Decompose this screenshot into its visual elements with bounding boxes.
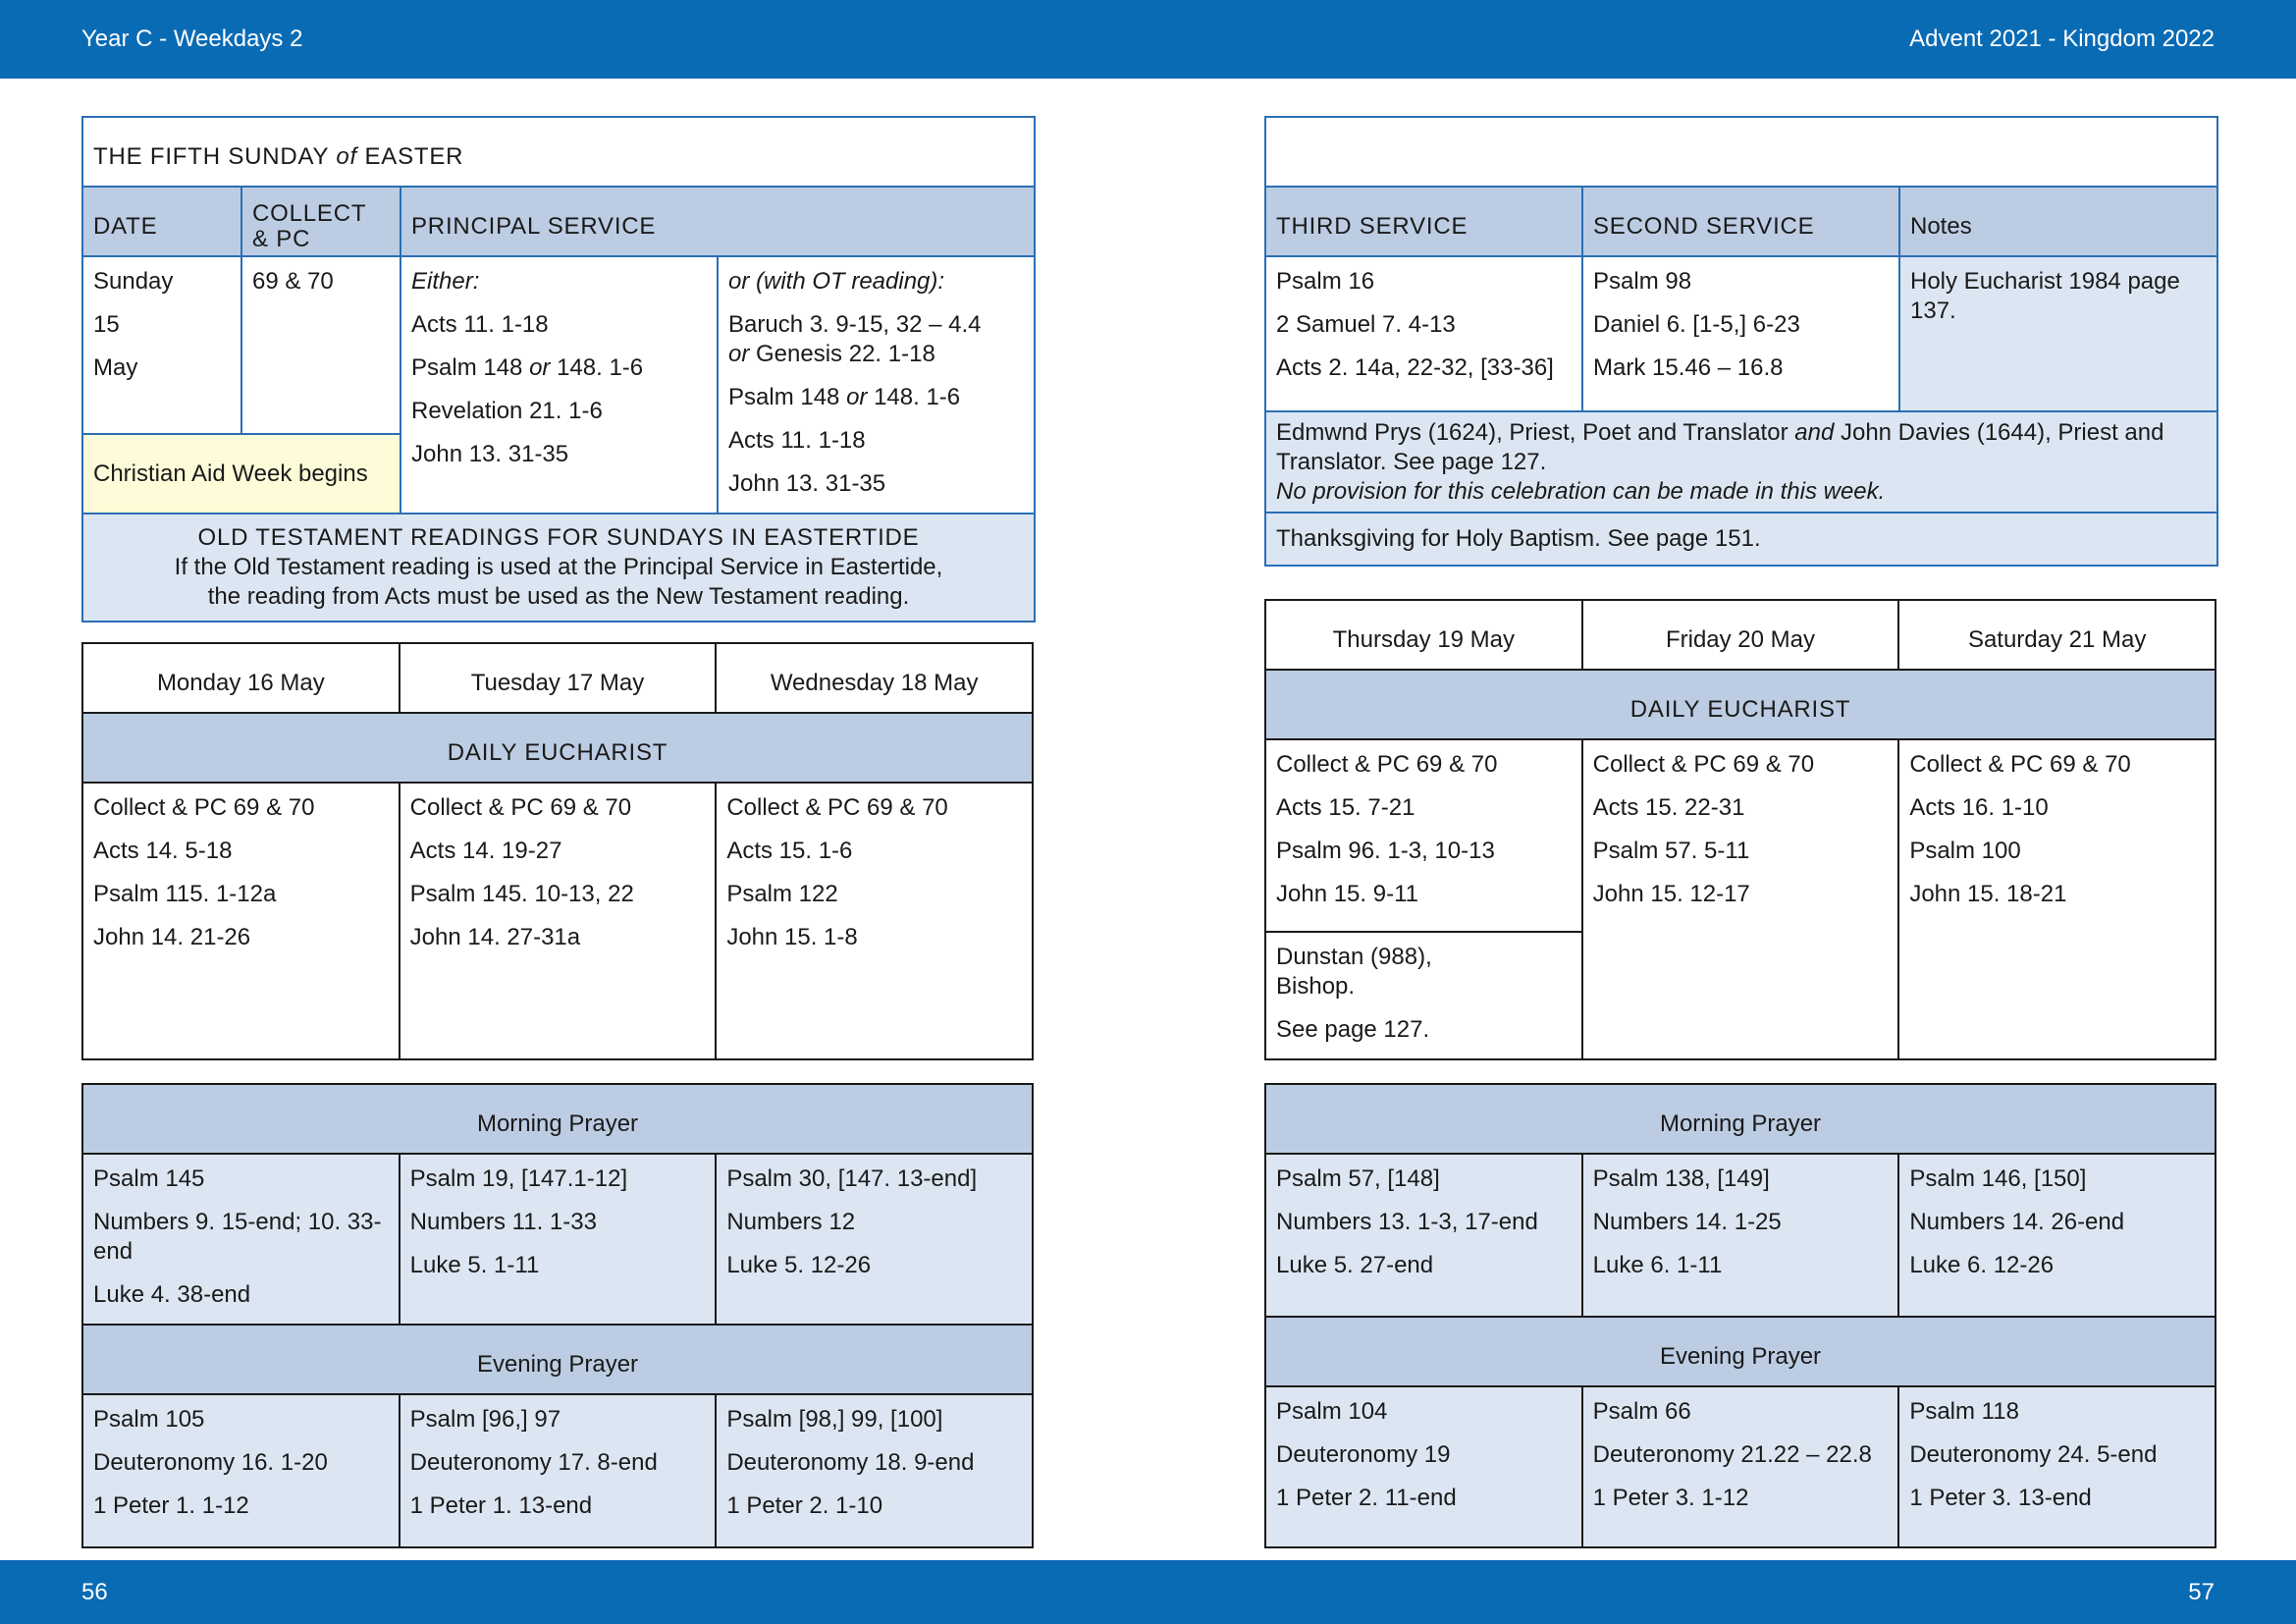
morning-thursday: Psalm 57, [148] Numbers 13. 1-3, 17-end Luke 5. 27-end [1265, 1154, 1582, 1317]
evening-prayer-label-right: Evening Prayer [1265, 1317, 2216, 1386]
commemoration-cell: Edmwnd Prys (1624), Priest, Poet and Translator and John Davies (1644), Priest and Translator. See page 127. No provision for this celebration can be made in this week. [1265, 411, 2217, 513]
weekday-eucharist-right [1264, 599, 2216, 1056]
morning-saturday: Psalm 146, [150] Numbers 14. 26-end Luke 6. 12-26 [1898, 1154, 2216, 1317]
sunday-other-services-table [1264, 116, 2216, 565]
dunstan-commemoration: Dunstan (988), Bishop. See page 127. [1265, 932, 1582, 1059]
sunday-date: Sunday 15 May [82, 256, 241, 434]
col-collect: COLLECT & PC [241, 187, 400, 256]
second-service-readings: Psalm 98 Daniel 6. [1-5,] 6-23 Mark 15.46 – 16.8 [1582, 256, 1899, 411]
header-left-title: Year C - Weekdays 2 [81, 26, 303, 52]
eucharist-friday: Collect & PC 69 & 70 Acts 15. 22-31 Psalm 57. 5-11 John 15. 12-17 [1582, 739, 1899, 1059]
baptism-note: Thanksgiving for Holy Baptism. See page 151. [1265, 513, 2217, 566]
day-tuesday: Tuesday 17 May [400, 643, 717, 713]
col-third-service: THIRD SERVICE [1265, 187, 1582, 256]
ot-readings-note: OLD TESTAMENT READINGS FOR SUNDAYS IN EASTERTIDE If the Old Testament reading is used at the Principal Service in Eastertide, the reading from Acts must be used as the New Testament reading. [82, 514, 1035, 622]
sunday-principal-table [81, 116, 1034, 619]
eucharist-monday: Collect & PC 69 & 70 Acts 14. 5-18 Psalm 115. 1-12a John 14. 21-26 [82, 783, 400, 1059]
prayer-table-right [1264, 1083, 2216, 1548]
footer-band [0, 1560, 2296, 1624]
morning-wednesday: Psalm 30, [147. 13-end] Numbers 12 Luke 5. 12-26 [716, 1154, 1033, 1325]
daily-eucharist-label: DAILY EUCHARIST [82, 713, 1033, 783]
day-thursday: Thursday 19 May [1265, 600, 1582, 670]
eucharist-thursday: Collect & PC 69 & 70 Acts 15. 7-21 Psalm 96. 1-3, 10-13 John 15. 9-11 [1265, 739, 1582, 932]
evening-wednesday: Psalm [98,] 99, [100] Deuteronomy 18. 9-end 1 Peter 2. 1-10 [716, 1394, 1033, 1547]
blank-title-cell [1265, 117, 2217, 187]
morning-monday: Psalm 145 Numbers 9. 15-end; 10. 33-end Luke 4. 38-end [82, 1154, 400, 1325]
day-wednesday: Wednesday 18 May [716, 643, 1033, 713]
header-right-title: Advent 2021 - Kingdom 2022 [1909, 26, 2215, 52]
evening-thursday: Psalm 104 Deuteronomy 19 1 Peter 2. 11-end [1265, 1386, 1582, 1547]
morning-friday: Psalm 138, [149] Numbers 14. 1-25 Luke 6. 1-11 [1582, 1154, 1899, 1317]
day-saturday: Saturday 21 May [1898, 600, 2216, 670]
col-date: DATE [82, 187, 241, 256]
morning-prayer-label-right: Morning Prayer [1265, 1084, 2216, 1154]
day-monday: Monday 16 May [82, 643, 400, 713]
either-readings: Either: Acts 11. 1-18 Psalm 148 or 148. 1-6 Revelation 21. 1-6 John 13. 31-35 [400, 256, 718, 514]
eucharist-tuesday: Collect & PC 69 & 70 Acts 14. 19-27 Psalm 145. 10-13, 22 John 14. 27-31a [400, 783, 717, 1059]
eucharist-wednesday: Collect & PC 69 & 70 Acts 15. 1-6 Psalm 122 John 15. 1-8 [716, 783, 1033, 1059]
header-band [0, 0, 2296, 79]
third-service-readings: Psalm 16 2 Samuel 7. 4-13 Acts 2. 14a, 22-32, [33-36] [1265, 256, 1582, 411]
col-notes: Notes [1899, 187, 2217, 256]
col-second-service: SECOND SERVICE [1582, 187, 1899, 256]
evening-saturday: Psalm 118 Deuteronomy 24. 5-end 1 Peter 3. 13-end [1898, 1386, 2216, 1547]
page-number-left: 56 [81, 1579, 108, 1605]
prayer-table-left [81, 1083, 1034, 1548]
evening-prayer-label: Evening Prayer [82, 1325, 1033, 1394]
evening-tuesday: Psalm [96,] 97 Deuteronomy 17. 8-end 1 Peter 1. 13-end [400, 1394, 717, 1547]
col-principal: PRINCIPAL SERVICE [400, 187, 1035, 256]
notes-cell: Holy Eucharist 1984 page 137. [1899, 256, 2217, 411]
weekday-eucharist-left [81, 642, 1034, 1060]
sunday-title: THE FIFTH SUNDAY of EASTER [82, 117, 1035, 187]
morning-tuesday: Psalm 19, [147.1-12] Numbers 11. 1-33 Luke 5. 1-11 [400, 1154, 717, 1325]
evening-monday: Psalm 105 Deuteronomy 16. 1-20 1 Peter 1. 1-12 [82, 1394, 400, 1547]
evening-friday: Psalm 66 Deuteronomy 21.22 – 22.8 1 Peter 3. 1-12 [1582, 1386, 1899, 1547]
sunday-collect: 69 & 70 [241, 256, 400, 434]
eucharist-saturday: Collect & PC 69 & 70 Acts 16. 1-10 Psalm 100 John 15. 18-21 [1898, 739, 2216, 1059]
daily-eucharist-label-right: DAILY EUCHARIST [1265, 670, 2216, 739]
observance-cell: Christian Aid Week begins [82, 434, 400, 514]
day-friday: Friday 20 May [1582, 600, 1899, 670]
morning-prayer-label: Morning Prayer [82, 1084, 1033, 1154]
page-number-right: 57 [2188, 1579, 2215, 1605]
or-readings: or (with OT reading): Baruch 3. 9-15, 32 – 4.4 or Genesis 22. 1-18 Psalm 148 or 148. 1-6 Acts 11. 1-18 John 13. 31-35 [718, 256, 1035, 514]
